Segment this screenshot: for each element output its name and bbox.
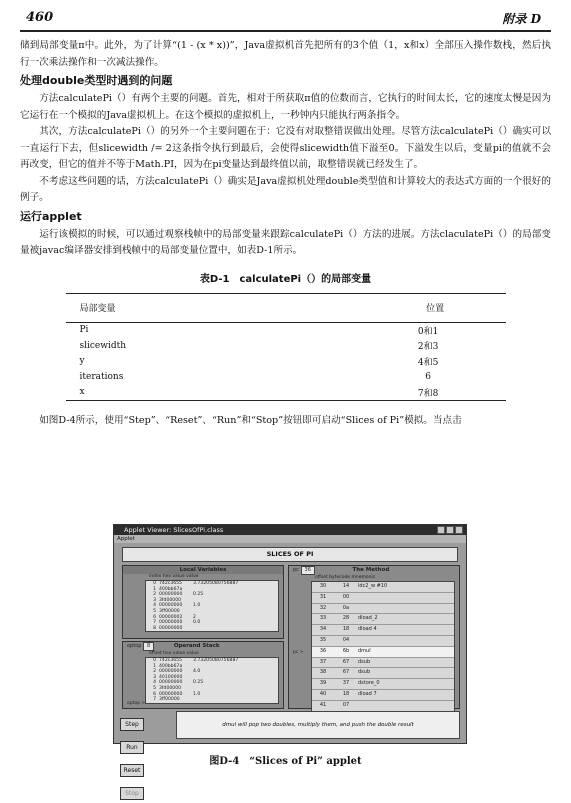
panel-title: Operand Stack [173,643,220,649]
variable-position: 7和8 [417,388,439,399]
table-row [66,385,506,401]
maximize-icon[interactable] [446,526,454,534]
local-variables-table [66,293,506,402]
optop-label: optop [127,643,142,649]
variable-position: 4和5 [417,357,439,368]
figure-caption: 图D-4 “Slices of Pi” applet [209,756,362,767]
list-item: 2 00000000 0.25 [153,592,204,598]
paragraph-5: 运行该模拟的时候，可以通过观察栈帧中的局部变量来跟踪calculatePi（）方法的进展。方法claculatePi（）的局部变量被javac编译器安排到栈帧中的局部变量位置中，如表D-1所示。 [20,228,551,256]
list-item: 1 400bb67a [153,663,183,669]
run-button[interactable]: Run [120,741,144,754]
list-item: 0 742c3655 3.73205080756887 [153,658,239,663]
operand-stack-list [145,657,279,704]
method-panel [288,565,460,709]
list-item-current: 36 6b dmul [312,647,454,658]
variable-name: Pi [79,325,89,336]
list-item: 2 00000000 4.0 [153,669,201,675]
list-item: 38 67 dsub [312,668,454,679]
table-row [66,338,506,354]
table-row [66,354,506,370]
table-row [66,322,506,338]
panel-column-headers: index hex value value [149,574,199,579]
list-item: 40 18 dload 7 [312,690,454,701]
panel-column-headers: offset bytecode mnemonic [315,575,376,580]
reset-button[interactable]: Reset [120,764,144,777]
list-item: 4 00000000 0.25 [153,680,204,686]
minimize-icon[interactable] [437,526,445,534]
list-item: 31 00 [312,593,454,604]
list-item: 6 00000000 1.0 [153,691,201,697]
page-body [20,38,551,430]
applet-titlebar [114,525,466,535]
variable-name: iterations [79,371,124,382]
applet-banner: SLICES OF PI [122,547,458,562]
panel-title: The Method [352,567,390,573]
table-caption: 表D-1 calculatePi（）的局部变量 [199,273,372,285]
variable-position: 6 [425,371,432,382]
pc-label: pc [293,567,299,573]
local-variables-panel [122,565,284,639]
section-heading-applet: 运行applet [20,209,82,223]
variable-position: 0和1 [417,326,439,337]
pc-field: 36 [301,566,315,575]
variable-name: y [79,356,85,367]
list-item: 35 04 [312,636,454,647]
local-variables-list [145,580,279,632]
list-item: 33 28 dload_2 [312,614,454,625]
table-row [66,369,506,385]
method-bytecode-list [311,581,455,723]
table-header-position: 位置 [426,304,445,314]
list-item: 32 0a [312,604,454,615]
stop-button[interactable]: Stop [120,787,144,800]
optop-field: 8 [143,642,154,651]
applet-menubar [114,535,466,543]
table-header-variable: 局部变量 [79,304,116,314]
optop-pointer: optop > [127,701,146,706]
paragraph-4: 不考虑这些问题的话，方法calculatePi（）确实是Java虚拟机处理double类型值和计算较大的表达式方面的一个很好的例子。 [20,175,551,203]
list-item: 39 37 dstore_0 [312,679,454,690]
paragraph-6: 如图D-4所示，使用“Step”、“Reset”、“Run”和“Stop”按钮即可启动“Slices of Pi”模拟。当点击 [39,415,462,426]
list-item: 3 3fd00000 [153,597,182,603]
list-item: 4 00000000 1.0 [153,603,201,609]
step-button[interactable]: Step [120,718,144,731]
variable-name: slicewidth [79,340,126,351]
operand-stack-panel [122,641,284,709]
paragraph-1: 储到局部变量π中。此外，为了计算“(1 - (x * x))”，Java虚拟机首先把所有的3个值（1，x和x）全部压入操作数栈，然后执行一次乘法操作和一次减法操作。 [20,40,551,68]
page-header [20,8,551,32]
list-item: 0 742c3655 3.73205080756887 [153,581,239,586]
panel-column-headers: offset hex value value [149,651,199,656]
list-item: 1 400bb67a [153,586,183,592]
applet-menu[interactable]: Applet [117,536,135,542]
list-item: 34 18 dload 4 [312,625,454,636]
list-item: 7 3ff00000 [153,697,180,703]
list-item: 41 07 [312,701,454,712]
page-number: 460 [26,10,54,25]
list-item: 5 3ff00000 [153,608,180,614]
list-item: 30 14 ldc2_w #10 [312,582,454,593]
section-heading-double: 处理double类型时遇到的问题 [20,74,173,87]
panel-title: Local Variables [123,566,283,574]
list-item: 7 00000000 0.0 [153,620,201,626]
pc-pointer: pc > [293,650,304,655]
variable-position: 2和3 [417,342,439,353]
variable-name: x [79,387,85,398]
paragraph-3: 其次，方法calculatePi（）的另外一个主要问题在于：它没有对取整错误做出处理。尽管方法calculatePi（）确实可以一直运行下去，但slicewidth /= 2这条指令执行到最后，会使得slicewidth值下溢至0。下溢发生以后，变量pi的值就不会再改变，但它的值并不等于Math.PI，因为在pi变量达到最终值以前，取整错误就已经发生了。 [20,126,551,170]
list-item: 37 67 dsub [312,658,454,669]
list-item: 5 3fd00000 [153,685,182,691]
applet-window-title: Applet Viewer: SlicesOfPi.class [124,526,224,534]
list-item: 6 00000002 2 [153,614,196,620]
list-item: 8 00000000 [153,625,183,631]
paragraph-2: 方法calculatePi（）有两个主要的问题。首先，相对于所获取π值的位数而言，它执行的时间太长，它的速度太慢是因为它运行在一个模拟的Java虚拟机上。在这个模拟的虚拟机上，一秒钟内只能执行两条指令。 [20,93,551,121]
appendix-label: 附录 D [502,12,541,26]
list-item: 3 40100000 [153,674,183,680]
close-icon[interactable] [455,526,463,534]
applet-message: dmul will pop two doubles, multiply them, and push the double result [176,711,460,739]
